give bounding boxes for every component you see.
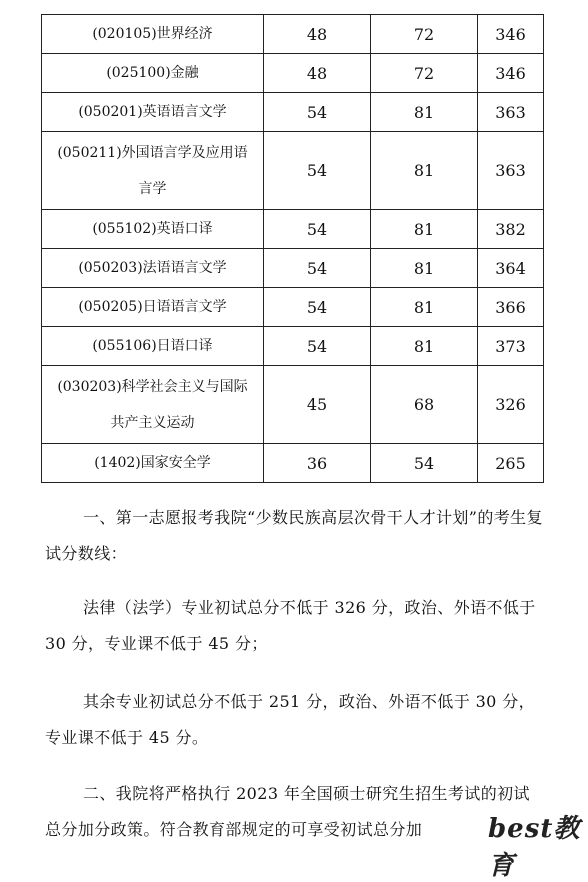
paragraph-law-line: 法律（法学）专业初试总分不低于 326 分，政治、外语不低于 30 分，专业课不低于 45 分； [45,598,536,653]
total-cell: 346 [478,15,544,54]
score-cell: 36 [264,444,371,483]
score-cell: 54 [264,132,371,210]
total-cell: 265 [478,444,544,483]
major-cell [42,132,264,210]
total-cell: 363 [478,132,544,210]
table-row [42,210,544,249]
score-cell: 81 [371,288,478,327]
score-cell: 81 [371,210,478,249]
major-cell: (050205)日语语言文学 [42,288,264,327]
major-cell: (020105)世界经济 [42,15,264,54]
score-cell: 81 [371,249,478,288]
table-row [42,327,544,366]
major-cell [42,366,264,444]
major-line: 共产主义运动 [110,414,195,431]
major-cell: (1402)国家安全学 [42,444,264,483]
major-cell: (055102)英语口译 [42,210,264,249]
score-cell: 81 [371,93,478,132]
total-cell: 326 [478,366,544,444]
major-cell: (050201)英语语言文学 [42,93,264,132]
score-cell: 45 [264,366,371,444]
total-cell: 366 [478,288,544,327]
major-line: 言学 [138,180,167,197]
score-cell: 48 [264,15,371,54]
score-cell: 54 [264,288,371,327]
major-cell: (025100)金融 [42,54,264,93]
table-row [42,54,544,93]
score-cell: 48 [264,54,371,93]
total-cell: 346 [478,54,544,93]
score-cell: 72 [371,15,478,54]
total-cell: 363 [478,93,544,132]
score-cell: 81 [371,327,478,366]
major-line: (050211)外国语言学及应用语 [57,144,248,161]
score-cell: 54 [264,93,371,132]
major-cell: (050203)法语语言文学 [42,249,264,288]
total-cell: 382 [478,210,544,249]
score-cell: 54 [264,210,371,249]
score-cell: 72 [371,54,478,93]
paragraph-bonus-policy: 二、我院将严格执行 2023 年全国硕士研究生招生考试的初试总分加分政策。符合教育部规定的可享受初试总分加 [45,784,530,839]
table-row [42,288,544,327]
table-row [42,366,544,444]
major-line: (030203)科学社会主义与国际 [57,378,248,395]
table-row [42,132,544,210]
watermark-logo: best教育 [488,808,588,882]
total-cell: 373 [478,327,544,366]
major-cell: (055106)日语口译 [42,327,264,366]
score-cell: 54 [371,444,478,483]
table-row [42,444,544,483]
table-row [42,15,544,54]
score-table [41,14,544,483]
table-row [42,93,544,132]
paragraph-minority-plan: 一、第一志愿报考我院“少数民族高层次骨干人才计划”的考生复试分数线： [45,508,543,563]
score-cell: 68 [371,366,478,444]
total-cell: 364 [478,249,544,288]
score-cell: 54 [264,327,371,366]
paragraph-other-majors: 其余专业初试总分不低于 251 分，政治、外语不低于 30 分，专业课不低于 45 分。 [45,692,536,747]
score-cell: 54 [264,249,371,288]
table-row [42,249,544,288]
score-cell: 81 [371,132,478,210]
